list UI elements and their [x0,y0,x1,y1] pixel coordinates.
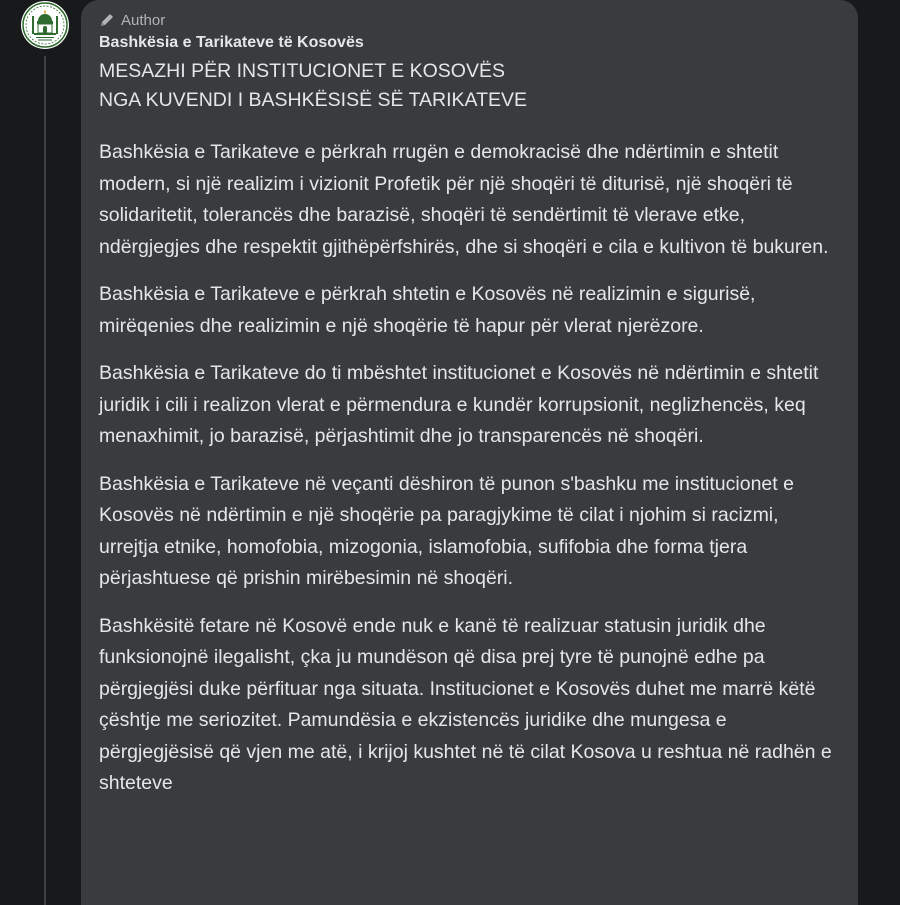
author-badge [99,10,838,30]
paragraph-3: Bashkësia e Tarikateve do ti mbështet institucionet e Kosovës në ndërtimin e shtetit juridik i cili i realizon vlerat e përmendura e kundër korrupsionit, neglizhencës, keq menaxhimit, jo barazisë, përjashtimit dhe jo transparencës në shoqëri. [99,362,819,447]
paragraph-4: Bashkësia e Tarikateve në veçanti dëshiron të punon s'bashku me institucionet e Kosovës në ndërtimin e një shoqërie pa paragjykime të cilat i njohim si racizmi, urrejtja etnike, homofobia, mizogonia, islamofobia, sufifobia dhe forma tjera përjashtuese që prishin mirëbesimin në shoqëri. [99,472,794,589]
paragraph-2: Bashkësia e Tarikateve e përkrah shtetin e Kosovës në realizimin e sigurisë, mirëqenies dhe realizimin e një shoqërie të hapur për vlerat njerëzore. [99,283,756,337]
author-badge-label: Author [121,11,166,29]
author-name-link[interactable]: Bashkësia e Tarikateve të Kosovës [99,34,364,51]
headline-line-2: NGA KUVENDI I BASHKËSISË SË TARIKATEVE [99,89,528,111]
thread-line [44,56,46,905]
avatar[interactable] [21,1,69,49]
comment-bubble [81,0,858,905]
headline-line-1: MESAZHI PËR INSTITUCIONET E KOSOVËS [99,60,505,82]
paragraph-5: Bashkësitë fetare në Kosovë ende nuk e kanë të realizuar statusin juridik dhe funksionojnë ilegalisht, çka ju mundëson që disa prej tyre të punojnë edhe pa përgjegjësi duke përfituar nga situata. Institucionet e Kosovës duhet me marrë këtë çështje me seriozitet. Pamundësia e ekzistencës juridike dhe mungesa e përgjegjësisë që vjen me atë, i krijoj kushtet në të cilat Kosova u reshtua në radhën e shteteve [99,614,832,794]
pencil-icon [99,12,115,28]
mosque-logo-icon [21,1,69,49]
paragraph-1: Bashkësia e Tarikateve e përkrah rrugën e demokracisë dhe ndërtimin e shtetit modern, si një realizim i vizionit Profetik për një shoqëri të diturisë, një shoqëri të solidaritetit, tolerancës dhe barazisë, shoqëri të sendërtimit të vlerave etke, ndërgjegjes dhe respektit gjithëpërfshirës, dhe si shoqëri e cila e kultivon të bukuren. [99,141,829,258]
